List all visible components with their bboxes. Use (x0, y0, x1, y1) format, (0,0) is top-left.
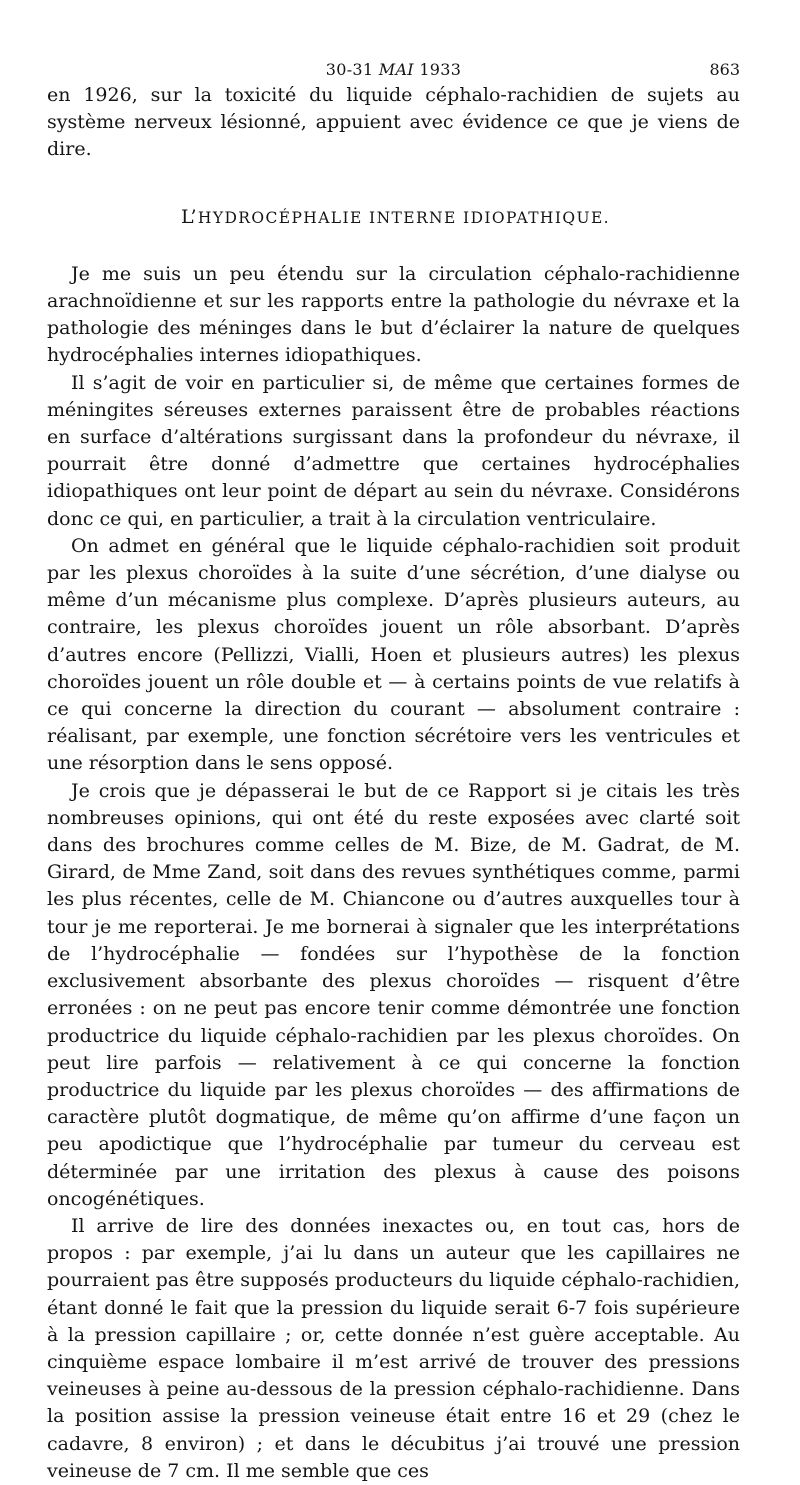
paragraph: Je crois que je dépasserai le but de ce Rapport si je citais les très nombreuses opinions, qui ont été du reste exposées avec clarté soit dans des brochures comme celles de M. Bize, de M. Gadrat, de M. Girard, de Mme Zand, soit dans des revues synthétiques comme, parmi les plus récentes, celle de M. Chiancone ou d’autres auxquelles tour à tour je me reporterai. Je me bornerai à signaler que les interprétations de l’hydrocéphalie — fondées sur l’hypothèse de la fonction exclusivement absorbante des plexus choroïdes — risquent d’être erronées : on ne peut pas encore tenir comme démontrée une fonction productrice du liquide céphalo-rachidien par les plexus choroïdes. On peut lire parfois — relativement à ce qui concerne la fonction productrice du liquide par les plexus choroïdes — des affirmations de caractère plutôt dogmatique, de même qu’on affirme d’une façon un peu apodictique que l’hydrocéphalie par tumeur du cerveau est déterminée par une irritation des plexus à cause des poisons oncogénétiques. (47, 779, 740, 1210)
header-date-year: 1933 (419, 60, 462, 79)
section-heading (47, 204, 740, 232)
header-date (47, 60, 740, 79)
paragraph: Il arrive de lire des données inexactes ou, en tout cas, hors de propos : par exemple, j’ai lu dans un auteur que les capillaires ne pourraient pas être supposés producteurs du liquide céphalo-rachidien, étant donné le fait que la pression du liquide serait 6-7 fois supérieure à la pression capillaire ; or, cette donnée n’est guère acceptable. Au cinquième espace lombaire il m’est arrivé de trouver des pressions veineuses à peine au-dessous de la pression céphalo-rachidienne. Dans la position assise la pression veineuse était entre 16 et 29 (chez le cadavre, 8 environ) ; et dans le décubitus j’ai trouvé une pression veineuse de 7 cm. Il me semble que ces (47, 1214, 740, 1482)
running-header (47, 52, 740, 82)
page-number: 863 (709, 60, 740, 79)
section-heading-initial: L’ (181, 205, 198, 228)
header-date-days: 30-31 (325, 60, 374, 79)
section-heading-text: HYDROCÉPHALIE INTERNE IDIOPATHIQUE. (197, 208, 610, 227)
opening-paragraph: en 1926, sur la toxicité du liquide céphalo-rachidien de sujets au système nerveux lésionné, appuient avec évidence ce que je viens de dire. (47, 84, 740, 161)
book-page (47, 52, 740, 1485)
body-text (47, 82, 740, 1485)
paragraph: Je me suis un peu étendu sur la circulation céphalo-rachidienne arachnoïdienne et sur les rapports entre la pathologie du névraxe et la pathologie des méninges dans le but d’éclairer la nature de quelques hydrocéphalies internes idiopathiques. (47, 262, 740, 367)
header-date-month: MAI (378, 60, 414, 79)
paragraph: On admet en général que le liquide céphalo-rachidien soit produit par les plexus choroïdes à la suite d’une sécrétion, d’une dialyse ou même d’un mécanisme plus complexe. D’après plusieurs auteurs, au contraire, les plexus choroïdes jouent un rôle absorbant. D’après d’autres encore (Pellizzi, Vialli, Hoen et plusieurs autres) les plexus choroïdes jouent un rôle double et — à certains points de vue relatifs à ce qui concerne la direction du courant — absolument contraire : réalisant, par exemple, une fonction sécrétoire vers les ventricules et une résorption dans le sens opposé. (47, 534, 740, 775)
paragraph: Il s’agit de voir en particulier si, de même que certaines formes de méningites séreuses externes paraissent être de probables réactions en surface d’altérations surgissant dans la profondeur du névraxe, il pourrait être donné d’admettre que certaines hydrocéphalies idiopathiques ont leur point de départ au sein du névraxe. Considérons donc ce qui, en particulier, a trait à la circulation ventriculaire. (47, 371, 740, 530)
